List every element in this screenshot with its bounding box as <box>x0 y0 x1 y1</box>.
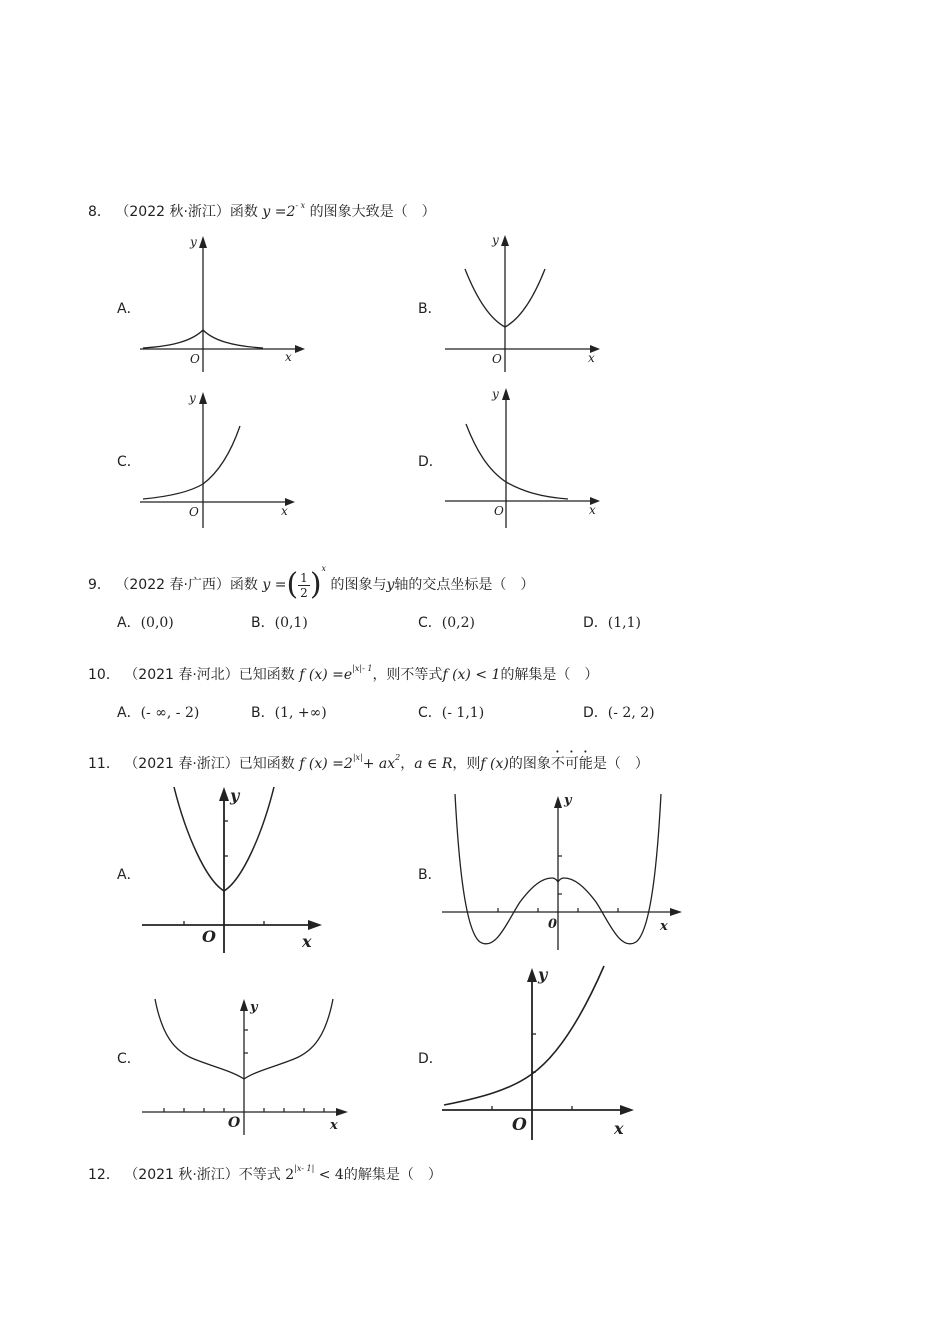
q8-option-b-graph <box>440 232 610 372</box>
x-axis-label: x <box>588 351 595 365</box>
right-paren: ) <box>309 567 322 602</box>
x-axis-label: x <box>281 504 288 518</box>
q9-option-b[interactable]: B．(0,1) <box>251 615 308 631</box>
q11-option-b-label[interactable]: B． <box>418 867 442 883</box>
formula: $y =2^{- x}$ <box>262 201 306 220</box>
x-axis-label: x <box>614 1119 624 1138</box>
question-mid: ， <box>400 756 415 772</box>
question-9-stem <box>88 549 534 605</box>
x-axis-label: x <box>285 350 292 364</box>
origin-label: O <box>228 1115 241 1131</box>
y-axis-label: y <box>492 233 499 247</box>
q8-option-a-graph <box>135 232 310 372</box>
question-tail-b: 轴的交点坐标是（ ） <box>394 577 535 593</box>
y-axis-label: y <box>564 793 572 808</box>
q8-option-c-graph <box>135 388 305 528</box>
q11-option-d-label[interactable]: D． <box>418 1051 443 1067</box>
axis-var: y <box>386 577 395 593</box>
exponent: x <box>321 564 327 573</box>
inequality: f (x) < 1 <box>442 667 501 683</box>
q8-option-c-label[interactable]: C． <box>117 454 141 470</box>
q8-option-b-label[interactable]: B． <box>418 301 442 317</box>
formula: f $(x) =e^{|x|- 1}$ <box>299 664 373 683</box>
y-axis-label: y <box>538 965 548 984</box>
function: f (x) <box>480 756 509 772</box>
question-source: （2022 春·广西）函数 <box>115 577 258 593</box>
question-12-stem <box>88 1159 442 1185</box>
y-axis-label: y <box>190 235 197 249</box>
q11-option-b-graph <box>440 790 685 950</box>
question-source: （2021 春·浙江）已知函数 <box>124 756 295 772</box>
question-number: 8． <box>88 204 111 220</box>
q11-option-c-label[interactable]: C． <box>117 1051 141 1067</box>
question-source: （2021 秋·浙江）不等式 <box>124 1167 281 1183</box>
q8-option-d-label[interactable]: D． <box>418 454 443 470</box>
question-number: 9． <box>88 577 111 593</box>
question-11-stem <box>88 748 649 774</box>
q10-option-b[interactable]: B．(1, +∞) <box>251 705 327 721</box>
origin-label: O <box>492 352 502 366</box>
question-number: 11． <box>88 756 120 772</box>
x-axis-label: x <box>660 919 668 934</box>
question-number: 10． <box>88 667 120 683</box>
question-tail-a: 的图象与 <box>330 577 387 593</box>
q9-option-a[interactable]: A．(0,0) <box>117 615 174 631</box>
formula: f $(x) =2^{|x|}+ ax^2$ <box>299 753 401 772</box>
left-paren: ( <box>286 567 299 602</box>
question-tail: 的解集是（ ） <box>500 667 599 683</box>
q11-option-a-label[interactable]: A． <box>117 867 141 883</box>
origin-label: O <box>189 505 199 519</box>
question-tail-a: 的图象 <box>508 756 551 772</box>
question-8-stem <box>88 196 436 222</box>
q10-option-c[interactable]: C．(- 1,1) <box>418 705 485 721</box>
emphasis-text: 不可能 <box>550 756 593 772</box>
q11-option-c-graph <box>140 995 350 1135</box>
y-axis-label: y <box>189 391 196 405</box>
question-tail-b: 是（ ） <box>592 756 649 772</box>
question-tail: 的图象大致是（ ） <box>309 204 436 220</box>
question-source: （2022 秋·浙江）函数 <box>115 204 258 220</box>
question-number: 12． <box>88 1167 120 1183</box>
x-axis-label: x <box>302 932 312 951</box>
condition: a ∈ R <box>414 756 453 772</box>
question-source: （2021 春·河北）已知函数 <box>124 667 295 683</box>
x-axis-label: x <box>330 1118 338 1133</box>
q8-option-d-graph <box>440 384 610 528</box>
origin-label: O <box>494 504 504 518</box>
y-axis-label: y <box>492 387 499 401</box>
question-10-stem <box>88 659 598 685</box>
q9-option-c[interactable]: C．(0,2) <box>418 615 475 631</box>
y-axis-label: y <box>250 1000 258 1015</box>
formula: $2^{|x- 1|} < 4$ <box>285 1164 344 1183</box>
origin-label: O <box>190 352 200 366</box>
origin-label: 0 <box>548 917 558 932</box>
q11-option-a-graph <box>140 785 330 955</box>
formula-lhs: y = <box>262 577 287 593</box>
origin-label: O <box>512 1115 527 1135</box>
y-axis-label: y <box>230 786 240 805</box>
q9-option-d[interactable]: D．(1,1) <box>583 615 641 631</box>
q10-option-d[interactable]: D．(- 2, 2) <box>583 705 655 721</box>
q10-option-a[interactable]: A．(- ∞, - 2) <box>117 705 200 721</box>
question-mid2: ，则 <box>452 756 481 772</box>
question-tail: 的解集是（ ） <box>343 1167 442 1183</box>
question-mid: ，则不等式 <box>372 667 443 683</box>
origin-label: O <box>202 927 216 946</box>
q11-option-d-graph <box>440 962 640 1140</box>
q8-option-a-label[interactable]: A． <box>117 301 141 317</box>
fraction: $\frac{1}{2}$ <box>300 570 308 600</box>
x-axis-label: x <box>589 503 596 517</box>
